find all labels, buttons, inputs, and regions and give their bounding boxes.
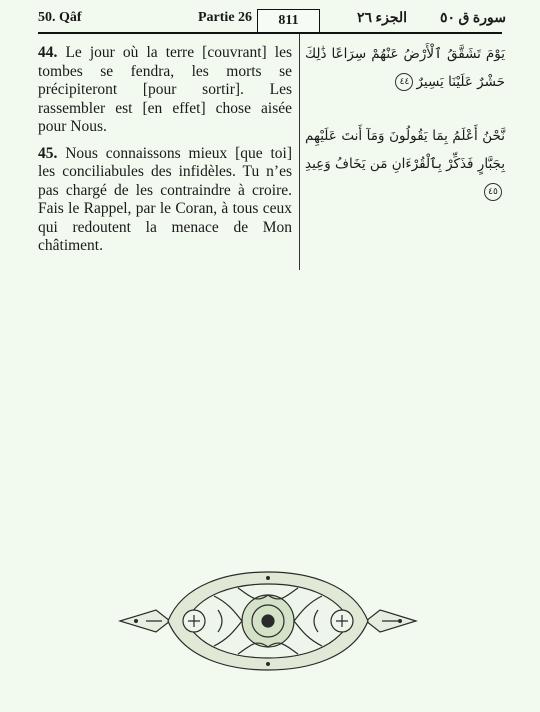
verse-end-marker-icon: ٤٤ [395,73,413,91]
verse-number: 45. [38,144,58,162]
header-rule [38,32,502,34]
verse-44-french [38,44,292,137]
page-header [0,0,540,34]
french-translation [38,44,292,264]
verse-44-arabic [305,40,505,96]
juz-label-arabic: الجزء ٢٦ [357,11,408,26]
verse-number: 44. [38,44,58,61]
verse-text: Nous connaissons mieux [que toi] les conciliabules des infidèles. Tu n’es pas chargé de les contraindre à croire. Fais le Rappel, par le Coran, à tous ceux qui redoutent la menace de Mon châtiment. [38,144,292,254]
surah-title: 50. Qâf [38,10,82,25]
verse-45-french [38,145,292,256]
verse-text: Le jour où la terre [couvrant] les tombes se fendra, les morts se précipiteront [pour sortir]. Les rassembler est [en effet] chose aisée pour Nous. [38,44,292,135]
decorative-ornament-icon [118,566,418,676]
arabic-text [305,40,505,232]
surah-title-arabic: سورة ق ٥٠ [440,11,506,26]
page-number-box [257,9,320,33]
part-label: Partie 26 [198,10,253,25]
page-number: 811 [278,13,299,28]
verse-45-arabic [305,122,505,206]
column-divider [299,34,300,270]
verse-end-marker-icon: ٤٥ [484,183,502,201]
arabic-verse-text: نَّحْنُ أَعْلَمُ بِمَا يَقُولُونَ وَمَآ أَنتَ عَلَيْهِم بِجَبَّارٍ فَذَكِّرْ بِٱلْقُرْءَانِ مَن يَخَافُ وَعِيدِ [305,128,505,172]
arabic-verse-text: يَوْمَ تَشَقَّقُ ٱلْأَرْضُ عَنْهُمْ سِرَاعًا ذَٰلِكَ حَشْرٌ عَلَيْنَا يَسِيرٌ [305,46,505,90]
